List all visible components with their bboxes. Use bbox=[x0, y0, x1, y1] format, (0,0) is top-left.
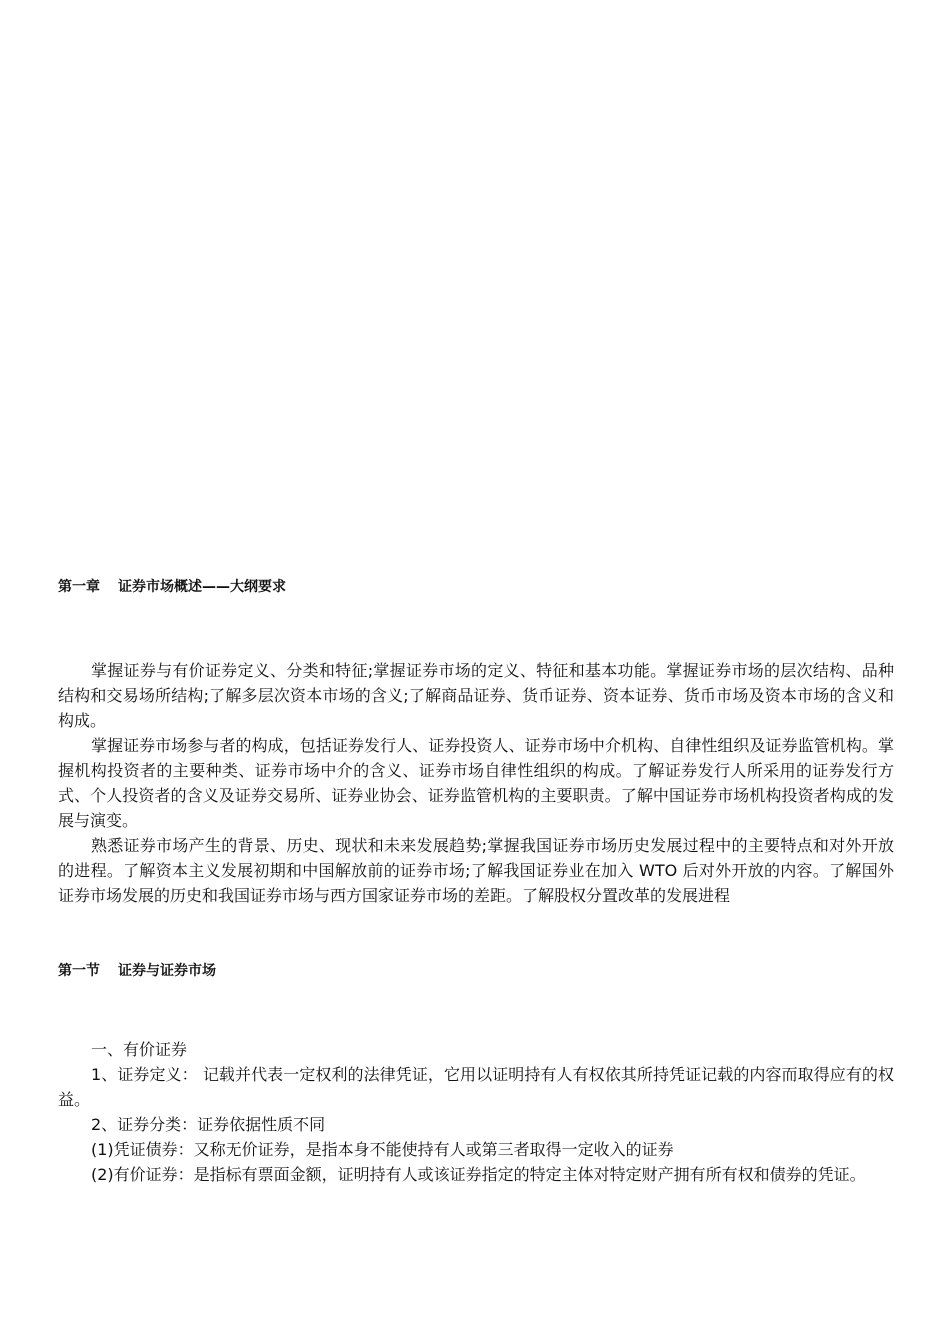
chapter-number: 第一章 bbox=[58, 579, 100, 595]
requirement-paragraph: 熟悉证券市场产生的背景、历史、现状和未来发展趋势;掌握我国证券市场历史发展过程中的主要特点和对外开放的进程。了解资本主义发展初期和中国解放前的证券市场;了解我国证券业在加入 WTO 后对外开放的内容。了解国外证券市场发展的历史和我国证券市场与西方国家证券市场的差距。了解股权分置改革的发展进程 bbox=[58, 836, 894, 905]
content-paragraph: (1)凭证债券：又称无价证券，是指本身不能使持有人或第三者取得一定收入的证券 bbox=[91, 1140, 674, 1159]
section-title: 证券与证券市场 bbox=[118, 963, 216, 979]
requirements-block bbox=[58, 658, 894, 908]
requirement-paragraph: 掌握证券与有价证券定义、分类和特征;掌握证券市场的定义、特征和基本功能。掌握证券市场的层次结构、品种结构和交易场所结构;了解多层次资本市场的含义;了解商品证券、货币证券、资本证券、货币市场及资本市场的含义和构成。 bbox=[58, 661, 894, 730]
chapter-heading bbox=[58, 577, 286, 597]
section-number: 第一节 bbox=[58, 963, 100, 979]
content-paragraph: 1、证券定义： 记载并代表一定权利的法律凭证，它用以证明持有人有权依其所持凭证记载的内容而取得应有的权益。 bbox=[58, 1065, 894, 1109]
section-heading bbox=[58, 961, 216, 981]
content-paragraph: 一、有价证券 bbox=[91, 1040, 188, 1059]
section-content bbox=[58, 1037, 894, 1187]
content-paragraph: (2)有价证券：是指标有票面金额，证明持有人或该证券指定的特定主体对特定财产拥有所有权和债券的凭证。 bbox=[91, 1165, 866, 1184]
content-paragraph: 2、证券分类：证券依据性质不同 bbox=[91, 1115, 326, 1134]
chapter-title: 证券市场概述——大纲要求 bbox=[118, 579, 286, 595]
requirement-paragraph: 掌握证券市场参与者的构成，包括证券发行人、证券投资人、证券市场中介机构、自律性组织及证券监管机构。掌握机构投资者的主要种类、证券市场中介的含义、证券市场自律性组织的构成。了解证券发行人所采用的证券发行方式、个人投资者的含义及证券交易所、证券业协会、证券监管机构的主要职责。了解中国证券市场机构投资者构成的发展与演变。 bbox=[58, 736, 894, 830]
